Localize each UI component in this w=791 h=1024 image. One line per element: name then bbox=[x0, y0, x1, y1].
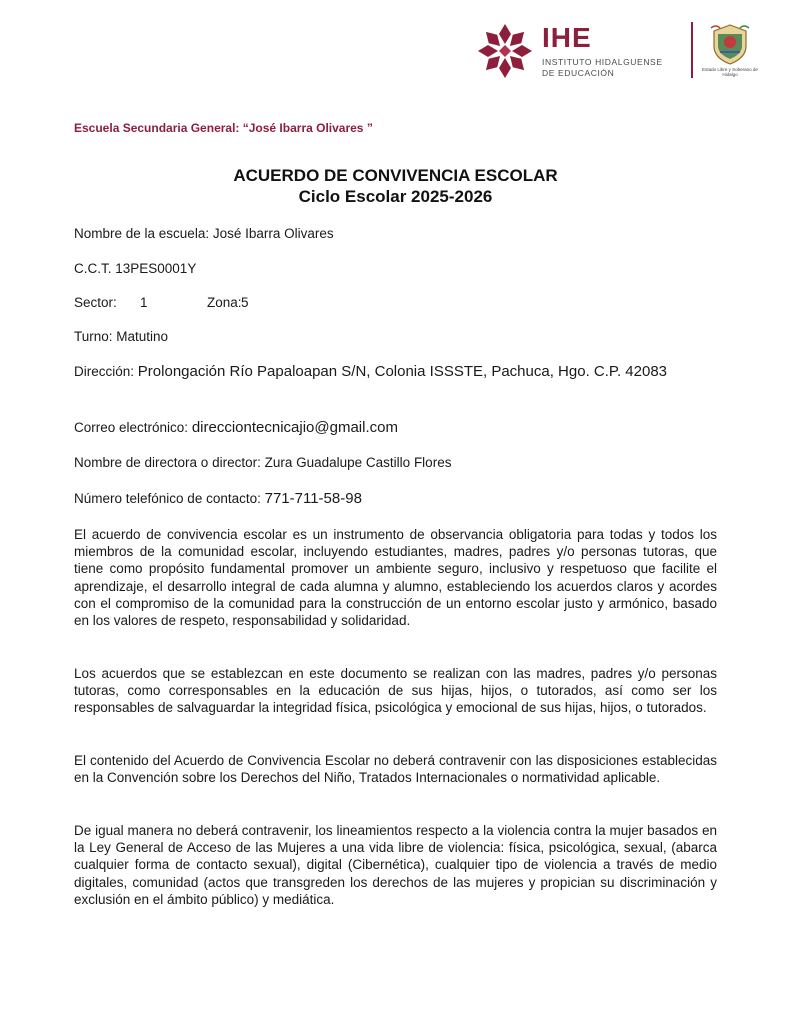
email-field bbox=[74, 419, 398, 436]
turno-field: Turno: Matutino bbox=[74, 329, 169, 344]
seal-caption: Estado Libre y Soberano de Hidalgo bbox=[702, 67, 758, 77]
address-field bbox=[74, 362, 714, 381]
document-title bbox=[0, 165, 791, 207]
paragraph-3: El contenido del Acuerdo de Convivencia Escolar no deberá contravenir con las disposiciones establecidas en la Convención sobre los Derechos del Niño, Tratados Internacionales o normatividad aplicable. bbox=[74, 753, 717, 786]
cct-field: C.C.T. 13PES0001Y bbox=[74, 261, 197, 276]
sector-zona-row bbox=[74, 295, 374, 315]
document-title-line2: Ciclo Escolar 2025-2026 bbox=[298, 187, 493, 206]
school-header-line: Escuela Secundaria General: “José Ibarra Olivares ” bbox=[74, 121, 373, 135]
phone-label: Número telefónico de contacto: bbox=[74, 491, 261, 506]
zona-label: Zona: bbox=[207, 295, 242, 310]
header-divider bbox=[691, 22, 693, 78]
email-label: Correo electrónico: bbox=[74, 420, 189, 435]
paragraph-2: Los acuerdos que se establezcan en este documento se realizan con las madres, padres y/o personas tutoras, como corresponsables en la educación de sus hijas, hijos, o tutorados, así como ser los responsables de salvaguardar la integridad física, psicológica y emocional de sus hijas, hijos, o tutorados. bbox=[74, 666, 717, 716]
zona-value: 5 bbox=[241, 295, 249, 310]
hidalgo-seal-icon bbox=[708, 22, 752, 66]
director-label: Nombre de directora o director: bbox=[74, 455, 261, 470]
logo-subtitle-line2: DE EDUCACIÓN bbox=[542, 68, 615, 78]
logo-subtitle bbox=[542, 57, 663, 79]
paragraph-1: El acuerdo de convivencia escolar es un instrumento de observancia obligatoria para todas y todos los miembros de la comunidad escolar, incluyendo estudiantes, madres, padres y/o personas tutoras, que tiene como propósito fundamental promover un ambiente seguro, inclusivo y respetuoso que facilite el aprendizaje, el desarrollo integral de cada alumna y alumno, estableciendo los acuerdos claros y acordes con el compromiso de la comunidad para la construcción de un entorno escolar justo y armónico, basado en los valores de respeto, responsabilidad y solidaridad. bbox=[74, 527, 717, 629]
document-title-line1: ACUERDO DE CONVIVENCIA ESCOLAR bbox=[233, 166, 558, 185]
school-name-field: Nombre de la escuela: José Ibarra Olivares bbox=[74, 226, 334, 241]
phone-value: 771-711-58-98 bbox=[264, 490, 362, 507]
director-field bbox=[74, 455, 451, 470]
director-value: Zura Guadalupe Castillo Flores bbox=[264, 455, 452, 470]
address-label: Dirección: bbox=[74, 364, 135, 379]
logo-title: IHE bbox=[542, 22, 592, 53]
page-header bbox=[476, 20, 766, 82]
logo-subtitle-line1: INSTITUTO HIDALGUENSE bbox=[542, 57, 663, 67]
sector-value: 1 bbox=[140, 295, 148, 310]
phone-field bbox=[74, 490, 362, 507]
address-value: Prolongación Río Papaloapan S/N, Colonia ISSSTE, Pachuca, Hgo. C.P. 42083 bbox=[137, 363, 668, 380]
sector-label: Sector: bbox=[74, 295, 117, 310]
ihe-star-logo-icon bbox=[476, 22, 534, 80]
email-value: direcciontecnicajio@gmail.com bbox=[191, 419, 398, 436]
paragraph-4: De igual manera no deberá contravenir, los lineamientos respecto a la violencia contra la mujer basados en la Ley General de Acceso de las Mujeres a una vida libre de violencia: física, psicológica, sexual, (abarca cualquier forma de contacto sexual), digital (Cibernética), cualquier tipo de violencia a través de medio digitales, comunidad (actos que transgreden los derechos de las mujeres y propician su discriminación y exclusión en el ámbito público) y mediática. bbox=[74, 823, 717, 907]
